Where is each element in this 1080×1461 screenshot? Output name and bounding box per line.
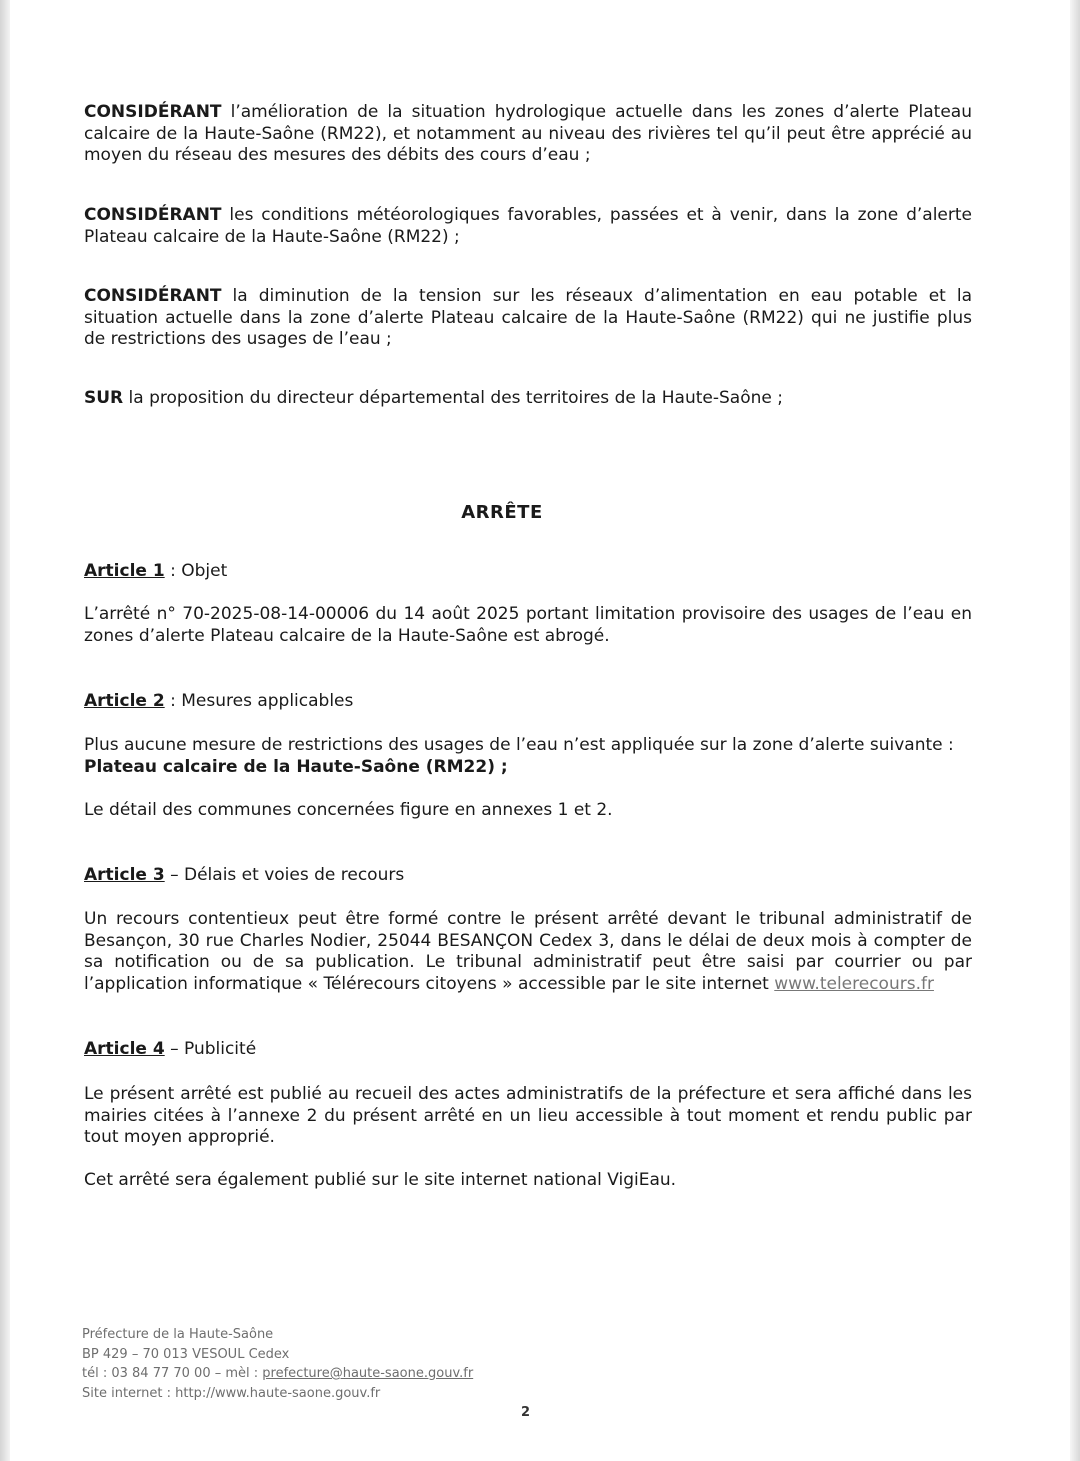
page-number: 2 [521, 1405, 531, 1420]
footer-line-contact [82, 1364, 473, 1384]
considerant-text: la diminution de la tension sur les réseaux d’alimentation en eau potable et la situation actuelle dans la zone d’alerte Plateau calcaire de la Haute-Saône (RM22) qui ne justifie plus de restrictions des usages de l’eau ; [84, 286, 972, 350]
article-2-paragraph-1 [84, 735, 972, 778]
article-3-heading [84, 865, 404, 886]
considerant-paragraph-3 [84, 286, 972, 351]
arrete-heading: ARRÊTE [461, 502, 543, 523]
sur-keyword: SUR [84, 388, 124, 408]
article-2-text: Plus aucune mesure de restrictions des usages de l’eau n’est appliquée sur la zone d’alerte suivante : [84, 735, 954, 755]
page-shadow-left [0, 0, 10, 1461]
article-separator: : [164, 561, 182, 581]
article-title: Publicité [184, 1039, 257, 1059]
article-1-paragraph: L’arrêté n° 70-2025-08-14-00006 du 14 août 2025 portant limitation provisoire des usages de l’eau en zones d’alerte Plateau calcaire de la Haute-Saône est abrogé. [84, 604, 972, 646]
sur-text: la proposition du directeur départemental des territoires de la Haute-Saône ; [123, 388, 783, 408]
article-label: Article 4 [84, 1039, 165, 1059]
considerant-keyword: CONSIDÉRANT [84, 102, 222, 122]
article-3-text: Un recours contentieux peut être formé contre le présent arrêté devant le tribunal administratif de Besançon, 30 rue Charles Nodier, 25044 BESANÇON Cedex 3, dans le délai de deux mois à compter de sa notification ou de sa publication. Le tribunal administratif peut être saisi par courrier ou par l’application informatique « Télérecours citoyens » accessible par le site internet [84, 909, 972, 995]
footer-line-address: BP 429 – 70 013 VESOUL Cedex [82, 1346, 290, 1362]
article-4-paragraph-1: Le présent arrêté est publié au recueil des actes administratifs de la préfecture et sera affiché dans les mairies citées à l’annexe 2 du présent arrêté en un lieu accessible à tout moment et rendu public par tout moyen approprié. [84, 1084, 972, 1148]
article-3-paragraph [84, 909, 972, 996]
prefecture-footer [82, 1325, 473, 1403]
article-title: Délais et voies de recours [184, 865, 405, 885]
article-2-heading [84, 691, 353, 712]
considerant-keyword: CONSIDÉRANT [84, 286, 222, 306]
sur-paragraph [84, 388, 972, 410]
article-title: Objet [181, 561, 228, 581]
article-label: Article 1 [84, 561, 165, 581]
footer-phone: tél : 03 84 77 70 00 – mèl : [82, 1366, 263, 1381]
article-label: Article 3 [84, 865, 165, 885]
footer-line-website: Site internet : http://www.haute-saone.gouv.fr [82, 1385, 381, 1401]
article-separator: – [164, 1039, 184, 1059]
considerant-keyword: CONSIDÉRANT [84, 205, 222, 225]
article-4-heading [84, 1039, 256, 1060]
zone-name: Plateau calcaire de la Haute-Saône (RM22) ; [84, 756, 508, 777]
article-title: Mesures applicables [181, 691, 354, 711]
article-label: Article 2 [84, 691, 165, 711]
considerant-paragraph-1 [84, 102, 972, 167]
page-shadow-right [1070, 0, 1080, 1461]
article-1-heading [84, 561, 227, 582]
article-separator: – [164, 865, 184, 885]
telerecours-link[interactable]: www.telerecours.fr [774, 974, 934, 995]
footer-email-link[interactable]: prefecture@haute-saone.gouv.fr [262, 1366, 474, 1381]
footer-line-name: Préfecture de la Haute-Saône [82, 1327, 274, 1342]
article-2-paragraph-2: Le détail des communes concernées figure en annexes 1 et 2. [84, 800, 613, 820]
considerant-text: l’amélioration de la situation hydrologique actuelle dans les zones d’alerte Plateau calcaire de la Haute-Saône (RM22), et notamment au niveau des rivières tel qu’il peut être apprécié au moyen du réseau des mesures des débits des cours d’eau ; [84, 102, 972, 166]
article-4-paragraph-2: Cet arrêté sera également publié sur le site internet national VigiEau. [84, 1170, 677, 1190]
considerant-text: les conditions météorologiques favorables, passées et à venir, dans la zone d’alerte Plateau calcaire de la Haute-Saône (RM22) ; [84, 205, 972, 247]
article-separator: : [164, 691, 182, 711]
considerant-paragraph-2 [84, 205, 972, 248]
